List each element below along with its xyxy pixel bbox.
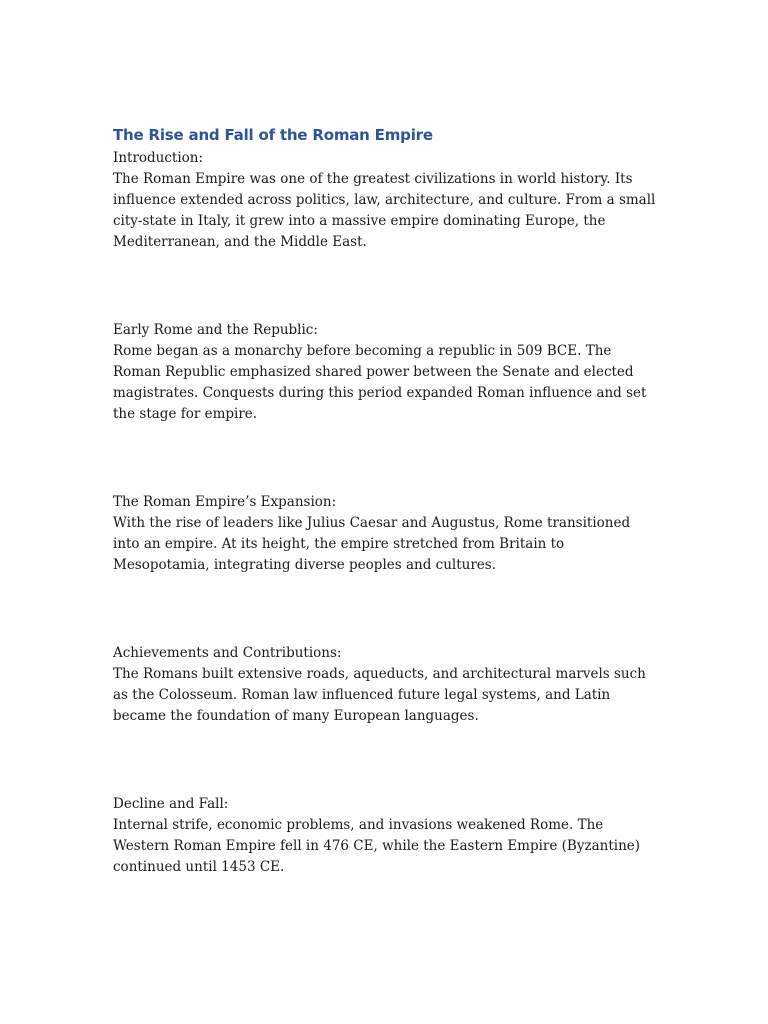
section-body: The Romans built extensive roads, aqueducts, and architectural marvels such as the Colosseum. Roman law influenced future legal systems, and Latin became the foundation of many European languages.: [113, 666, 646, 724]
section-empire-expansion: [113, 492, 658, 576]
section-heading: Decline and Fall:: [113, 796, 229, 812]
section-decline-and-fall: [113, 794, 658, 878]
section-body: Internal strife, economic problems, and invasions weakened Rome. The Western Roman Empire fell in 476 CE, while the Eastern Empire (Byzantine) continued until 1453 CE.: [113, 817, 641, 875]
section-heading: Introduction:: [113, 150, 204, 166]
section-early-rome-republic: [113, 320, 658, 425]
section-body: Rome began as a monarchy before becoming a republic in 509 BCE. The Roman Republic emphasized shared power between the Senate and elected magistrates. Conquests during this period expanded Roman influence and set the stage for empire.: [113, 343, 647, 422]
section-introduction: [113, 148, 658, 253]
section-heading: Achievements and Contributions:: [113, 645, 342, 661]
section-achievements: [113, 643, 658, 727]
section-heading: The Roman Empire’s Expansion:: [113, 494, 337, 510]
section-body: The Roman Empire was one of the greatest civilizations in world history. Its influence extended across politics, law, architecture, and culture. From a small city-state in Italy, it grew into a massive empire dominating Europe, the Mediterranean, and the Middle East.: [113, 171, 656, 250]
section-heading: Early Rome and the Republic:: [113, 322, 318, 338]
section-body: With the rise of leaders like Julius Caesar and Augustus, Rome transitioned into an empire. At its height, the empire stretched from Britain to Mesopotamia, integrating diverse peoples and cultures.: [113, 515, 631, 573]
document-title: The Rise and Fall of the Roman Empire: [113, 126, 433, 144]
